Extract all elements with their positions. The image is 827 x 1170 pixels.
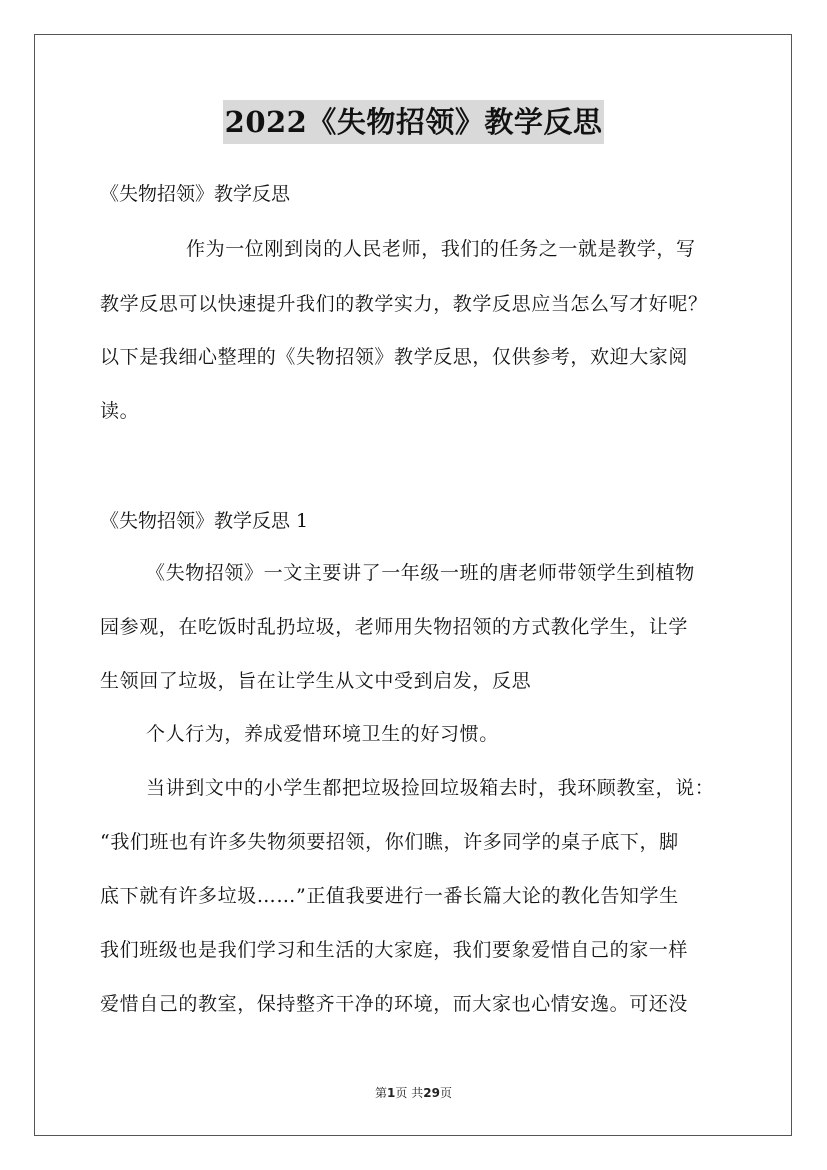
section1-line-4: 个人行为，养成爱惜环境卫生的好习惯。 <box>146 723 499 745</box>
intro-line-3: 以下是我细心整理的《失物招领》教学反思，仅供参考，欢迎大家阅 <box>100 346 689 368</box>
section1-line-5: 当讲到文中的小学生都把垃圾捡回垃圾箱去时，我环顾教室，说： <box>146 777 715 799</box>
section1-heading: 《失物招领》教学反思 1 <box>100 510 309 532</box>
intro-line-2: 教学反思可以快速提升我们的教学实力，教学反思应当怎么写才好呢？ <box>100 293 708 315</box>
page-footer <box>0 1084 827 1101</box>
intro-line-1: 作为一位刚到岗的人民老师，我们的任务之一就是教学，写 <box>186 238 696 260</box>
footer-suffix: 页 <box>439 1086 452 1100</box>
intro-heading: 《失物招领》教学反思 <box>100 183 291 205</box>
section1-line-3: 生领回了垃圾，旨在让学生从文中受到启发，反思 <box>100 670 532 692</box>
section1-line-6: “我们班也有许多失物须要招领，你们瞧，许多同学的桌子底下，脚 <box>100 831 679 853</box>
footer-total-pages: 29 <box>423 1086 440 1100</box>
document-title: 2022《失物招领》教学反思 <box>223 100 605 144</box>
section1-line-9: 爱惜自己的教室，保持整齐干净的环境，而大家也心情安逸。可还没 <box>100 993 689 1015</box>
footer-prefix: 第 <box>375 1086 388 1100</box>
footer-mid: 页 共 <box>395 1086 424 1100</box>
section1-line-8: 我们班级也是我们学习和生活的大家庭，我们要象爱惜自己的家一样 <box>100 939 689 961</box>
section1-line-7: 底下就有许多垃圾……”正值我要进行一番长篇大论的教化告知学生 <box>100 885 679 907</box>
footer-current-page: 1 <box>387 1086 396 1100</box>
intro-line-4: 读。 <box>100 400 140 422</box>
document-title-wrap <box>0 100 827 144</box>
section1-line-1: 《失物招领》一文主要讲了一年级一班的唐老师带领学生到植物 <box>146 562 695 584</box>
section1-line-2: 园参观，在吃饭时乱扔垃圾，老师用失物招领的方式教化学生，让学 <box>100 616 689 638</box>
